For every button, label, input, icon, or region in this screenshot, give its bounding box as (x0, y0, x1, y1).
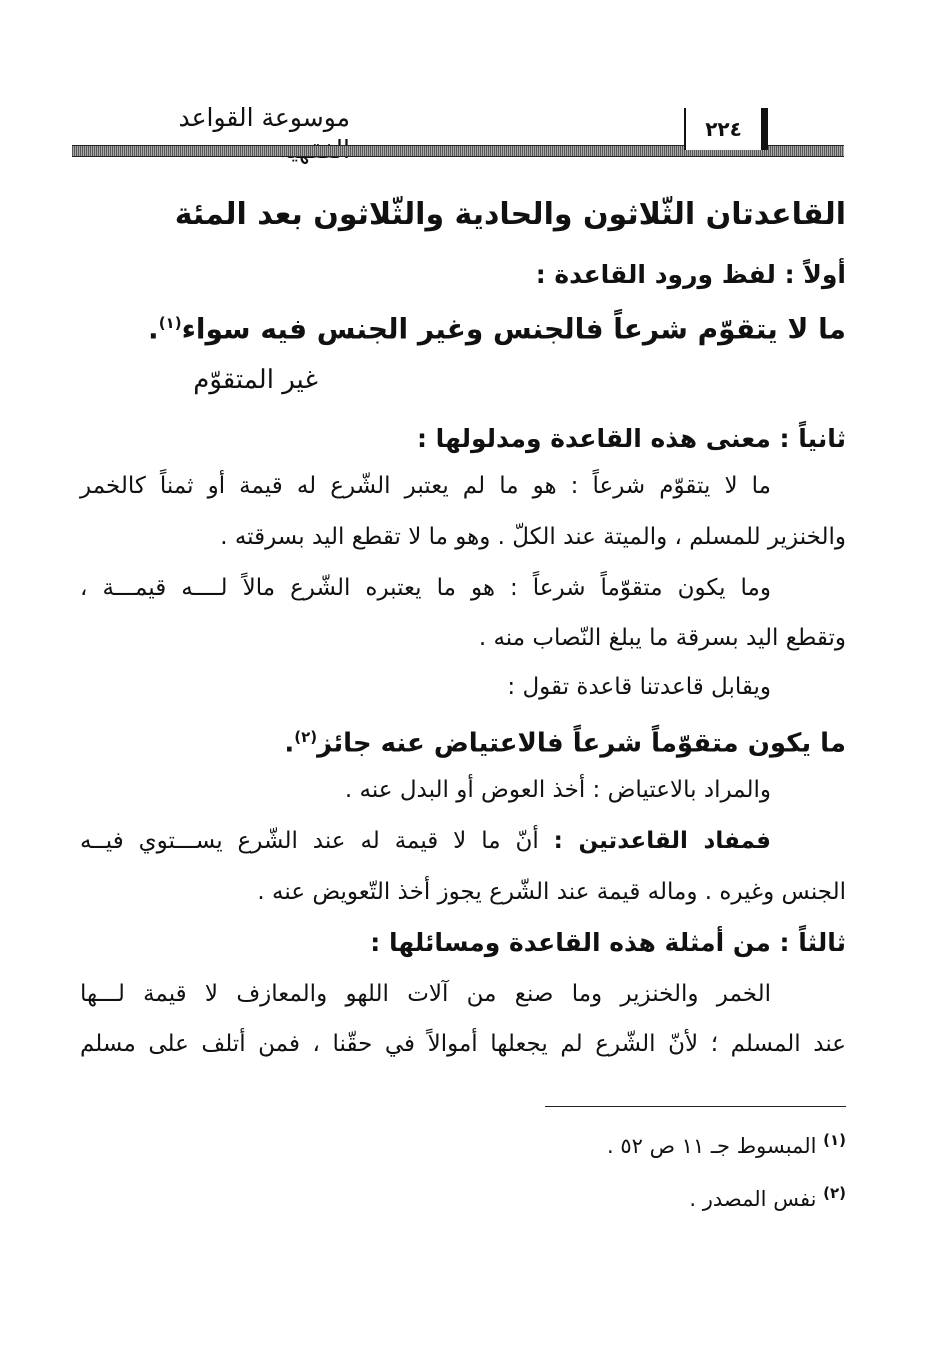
heading-first: أولاً : لفظ ورود القاعدة : (535, 260, 846, 289)
heading-second: ثانياً : معنى هذه القاعدة ومدلولها : (416, 424, 846, 453)
footnote-2 (689, 1178, 846, 1214)
para-5-lead: فمفاد القاعدتين : (553, 828, 771, 854)
para-2-line-1: وما يكون متقوّماً شرعاً : هو ما يعتبره الشّرع مالاً لــــه قيمـــة ، (80, 575, 771, 601)
running-title: موسوعة القواعد (178, 103, 350, 132)
rule-text-2-end: . (284, 728, 295, 759)
rule-text-1 (148, 302, 846, 350)
footnote-2-text: نفس المصدر . (689, 1187, 817, 1211)
para-2-line-2: وتقطع اليد بسرقة ما يبلغ النّصاب منه . (478, 625, 846, 651)
section-title: القاعدتان الثّلاثون والحادية والثّلاثون بعد المئة (174, 197, 846, 232)
rule-text-1-end: . (148, 312, 159, 346)
rule-text-2-body: ما يكون متقوّماً شرعاً فالاعتياض عنه جائز (317, 728, 846, 759)
para-5-line-1 (80, 825, 771, 857)
para-4: والمراد بالاعتياض : أخذ العوض أو البدل عنه . (344, 777, 771, 803)
para-1-line-2: والخنزير للمسلم ، والميتة عند الكلّ . وهو ما لا تقطع اليد بسرقته . (220, 524, 846, 550)
para-3: ويقابل قاعدتنا قاعدة تقول : (507, 674, 771, 700)
para-6-line-1: الخمر والخنزير وما صنع من آلات اللهو والمعازف لا قيمة لـــها (80, 981, 771, 1007)
para-1-line-1: ما لا يتقوّم شرعاً : هو ما لم يعتبر الشّرع له قيمة أو ثمناً كالخمر (80, 473, 771, 499)
para-6-line-2: عند المسلم ؛ لأنّ الشّرع لم يجعلها أموالاً في حقّنا ، فمن أتلف على مسلم (80, 1031, 846, 1057)
footnote-ref-1: (١) (158, 314, 182, 332)
rule-text-1-body: ما لا يتقوّم شرعاً فالجنس وغير الجنس فيه سواء (181, 312, 846, 346)
footnote-divider (545, 1106, 846, 1107)
footnote-1 (607, 1125, 846, 1161)
rule-text-2 (284, 720, 846, 761)
footnote-1-mark: (١) (823, 1131, 846, 1149)
heading-third: ثالثاً : من أمثلة هذه القاعدة ومسائلها : (370, 928, 846, 957)
footnote-ref-2: (٢) (294, 728, 318, 746)
page-number: ٢٢٤ (684, 108, 768, 150)
footnote-2-mark: (٢) (823, 1184, 846, 1202)
footnote-1-text: المبسوط جـ ١١ ص ٥٢ . (607, 1134, 817, 1158)
rule-subtext: غير المتقوّم (193, 365, 318, 395)
para-5-rest: أنّ ما لا قيمة له عند الشّرع يســـتوي فيــه (80, 828, 554, 854)
para-5-line-2: الجنس وغيره . وماله قيمة عند الشّرع يجوز أخذ التّعويض عنه . (257, 879, 846, 905)
